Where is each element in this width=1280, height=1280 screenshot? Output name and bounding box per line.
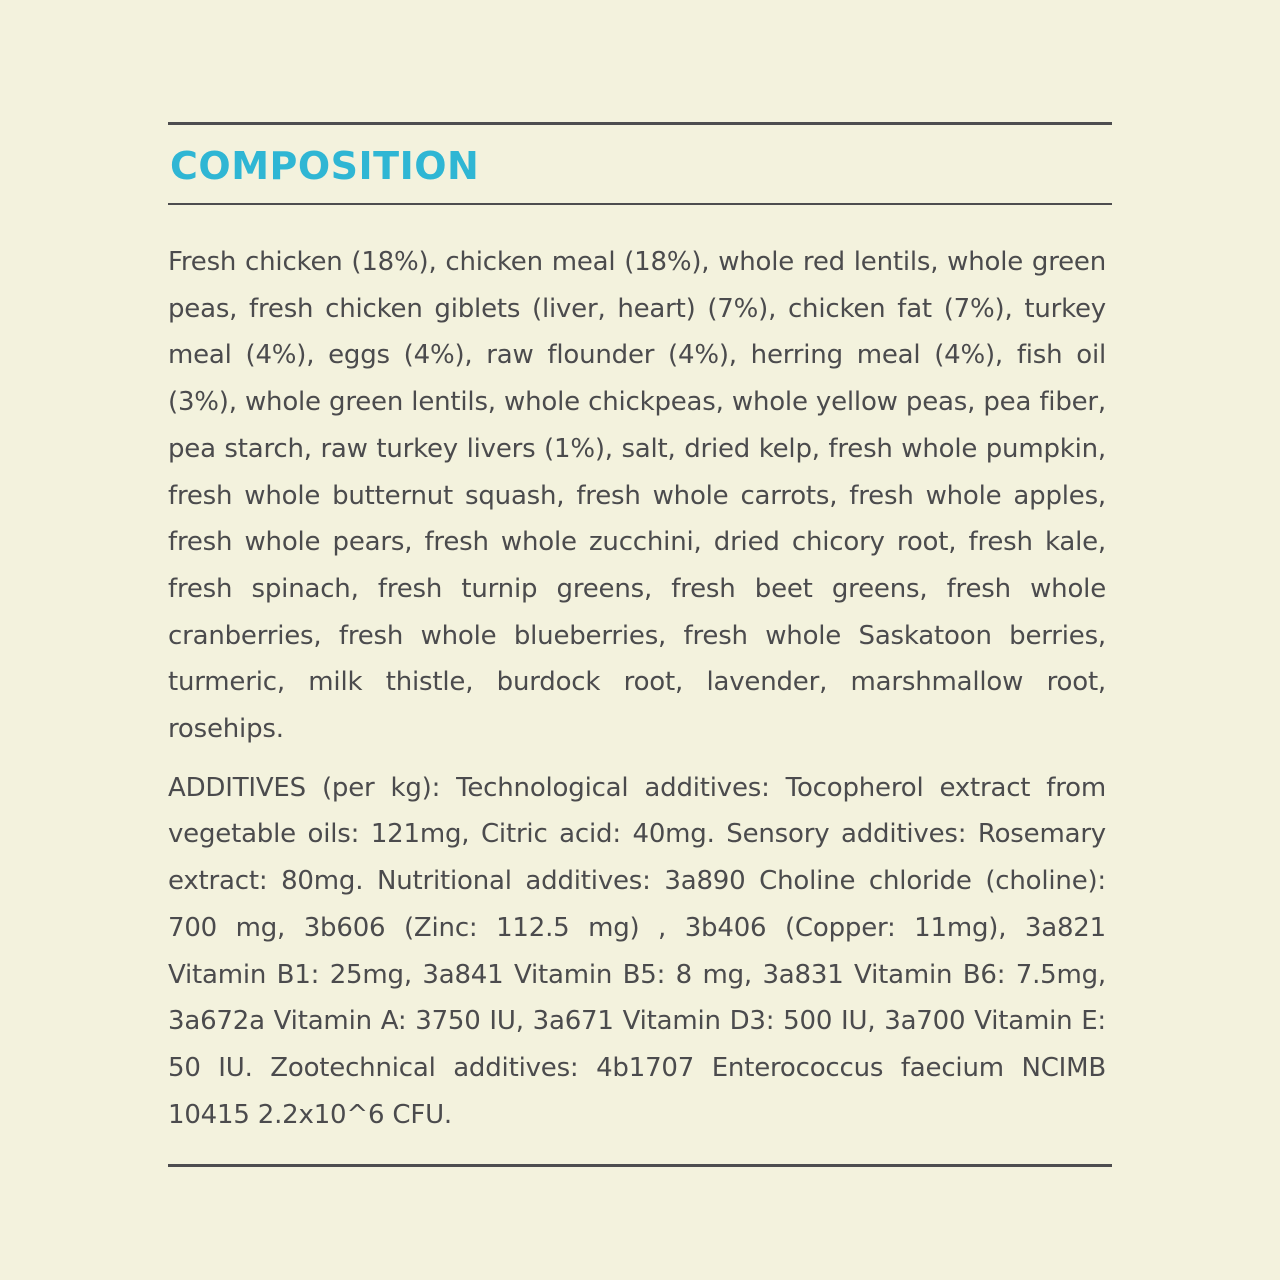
composition-panel xyxy=(168,122,1112,1167)
section-title: COMPOSITION xyxy=(170,144,480,188)
ingredients-paragraph: Fresh chicken (18%), chicken meal (18%), whole red lentils, whole green peas, fresh chicken giblets (liver, heart) (7%), chicken fat (7%), turkey meal (4%), eggs (4%), raw flounder (4%), herring meal (4%), fish oil (3%), whole green lentils, whole chickpeas, whole yellow peas, pea fiber, pea starch, raw turkey livers (1%), salt, dried kelp, fresh whole pumpkin, fresh whole butternut squash, fresh whole carrots, fresh whole apples, fresh whole pears, fresh whole zucchini, dried chicory root, fresh kale, fresh spinach, fresh turnip greens, fresh beet greens, fresh whole cranberries, fresh whole blueberries, fresh whole Saskatoon berries, turmeric, milk thistle, burdock root, lavender, marshmallow root, rosehips. xyxy=(168,247,1106,745)
additives-paragraph: ADDITIVES (per kg): Technological additives: Tocopherol extract from vegetable oils: 121mg, Citric acid: 40mg. Sensory additives: Rosemary extract: 80mg. Nutritional additives: 3a890 Choline chloride (choline): 700 mg, 3b606 (Zinc: 112.5 mg) , 3b406 (Copper: 11mg), 3a821 Vitamin B1: 25mg, 3a841 Vitamin B5: 8 mg, 3a831 Vitamin B6: 7.5mg, 3a672a Vitamin A: 3750 IU, 3a671 Vitamin D3: 500 IU, 3a700 Vitamin E: 50 IU. Zootechnical additives: 4b1707 Enterococcus faecium NCIMB 10415 2.2x10^6 CFU. xyxy=(168,772,1106,1130)
bottom-divider xyxy=(168,1164,1112,1167)
title-divider xyxy=(168,203,1112,205)
top-divider xyxy=(168,122,1112,125)
